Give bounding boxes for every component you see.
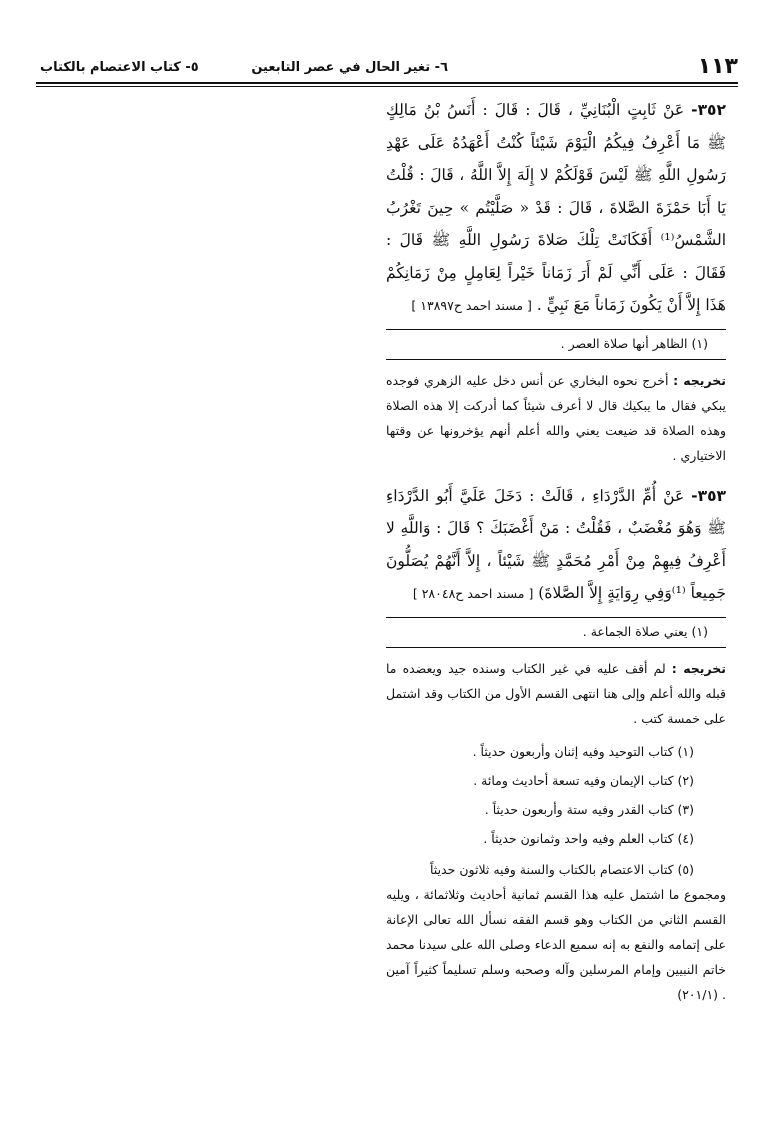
page-header <box>36 52 738 82</box>
hadith-number: ٣٥٣- <box>691 486 726 505</box>
footnote-divider <box>386 329 726 330</box>
takhrij-text: لم أقف عليه في غير الكتاب وسنده جيد ويعضده ما قبله والله أعلم وإلى هنا انتهى القسم الأول من الكتاب وقد اشتمل على خمسة كتب . <box>386 660 726 726</box>
hadith-source: [ مسند احمد ح٢٨٠٤٨ ] <box>412 586 534 601</box>
hadith-text: عَنْ أُمِّ الدَّرْدَاءِ ، قَالَتْ : دَخَلَ عَلَيَّ أَبُو الدَّرْدَاءِ ﷺ وَهُوَ مُغْضَبٌ ، فَقُلْتُ : مَنْ أَغْضَبَكَ ؟ قَالَ : وَاللَّهِ لا أَعْرِفُ فِيهِمْ مِنْ أَمْرِ مُحَمَّدٍ ﷺ شَيْئاً ، إِلاَّ أَنَّهُمْ يُصَلُّونَ جَمِيعاً ⁽¹⁾وَفِي رِوَايَةٍ إِلاَّ الصَّلاةَ) <box>386 486 726 602</box>
takhrij-label: تخريجه : <box>671 660 726 676</box>
footnote-divider <box>386 359 726 360</box>
book-title: ٥- كتاب الاعتصام بالكتاب <box>40 60 199 75</box>
footnote-divider <box>386 617 726 618</box>
header-rule <box>36 82 738 84</box>
list-item: (١) كتاب التوحيد وفيه إثنان وأربعون حديثاً . <box>472 743 694 759</box>
closing-first-line: (٥) كتاب الاعتصام بالكتاب والسنة وفيه ثلاثون حديثاً <box>430 861 694 877</box>
hadith-number: ٣٥٢- <box>691 101 726 119</box>
takhrij-353 <box>386 656 726 731</box>
chapter-title: ٦- تغير الحال في عصر التابعين <box>251 60 448 75</box>
takhrij-352 <box>386 368 726 468</box>
list-item: (٢) كتاب الإيمان وفيه تسعة أحاديث ومائة . <box>473 772 694 788</box>
list-item: (٤) كتاب العلم وفيه واحد وثمانون حديثاً . <box>483 830 694 846</box>
hadith-text: عَنْ ثَابِتٍ الْبُنَانِيِّ ، قَالَ : قَالَ : أَنَسُ بْنُ مَالِكٍ ﷺ مَا أَعْرِفُ فِيكُمُ الْيَوْمَ شَيْئاً كُنْتُ أَعْهَدُهُ عَلَى عَهْدِ رَسُولِ اللَّهِ ﷺ لَيْسَ قَوْلَكُمْ لا إِلَهَ إِلاَّ اللَّهُ ، قَالَ : قُلْتُ يَا أَبَا حَمْزَةَ الصَّلاةَ ، قَالَ : قَدْ « صَلَّيْتُم » حِينَ تَغْرُبُ الشَّمْسُ⁽¹⁾ أَفَكَانَتْ تِلْكَ صَلاةَ رَسُولِ اللَّهِ ﷺ قَالَ : فَقَالَ : عَلَى أَنِّي لَمْ أَرَ زَمَاناً خَيْراً لِعَامِلٍ مِنْ زَمَانِكُمْ هَذَا إِلاَّ أَنْ يَكُونَ زَمَاناً مَعَ نَبِيٍّ . <box>386 101 726 314</box>
main-content <box>386 94 726 1007</box>
books-list <box>386 737 726 853</box>
closing-text: ومجموع ما اشتمل عليه هذا القسم ثمانية أحاديث وثلاثمائة ، ويليه القسم الثاني من الكتاب وهو قسم الفقه نسأل الله تعالى الإعانة على إتمامه والنفع به إنه سميع الدعاء وصلى الله على سيدنا محمد خاتم النبيين وإمام المرسلين وآله وصحبه وسلم تسليماً كثيراً آمين . (٢٠١/١) <box>386 886 726 1002</box>
takhrij-text: أخرج نحوه البخاري عن أنس دخل عليه الزهري فوجده يبكي فقال ما يبكيك قال لا أعرف شيئاً كما أدركت إلا هذه الصلاة وهذه الصلاة قد ضيعت يعني والله أعلم أنهم يؤخرونها عن وقتها الاختياري . <box>386 372 726 463</box>
closing-paragraph <box>386 857 726 1007</box>
footnote: (١) يعني صلاة الجماعة . <box>582 623 708 639</box>
hadith-353 <box>386 480 726 611</box>
hadith-source: [ مسند احمد ح١٣٨٩٧ ] <box>411 298 532 313</box>
takhrij-label: تخريجه : <box>673 372 726 388</box>
footnote-divider <box>386 647 726 648</box>
hadith-352 <box>386 94 726 323</box>
page-number: ١١٣ <box>697 54 738 79</box>
footnote: (١) الظاهر أنها صلاة العصر . <box>560 335 708 351</box>
list-item: (٣) كتاب القدر وفيه ستة وأربعون حديثاً . <box>484 801 694 817</box>
